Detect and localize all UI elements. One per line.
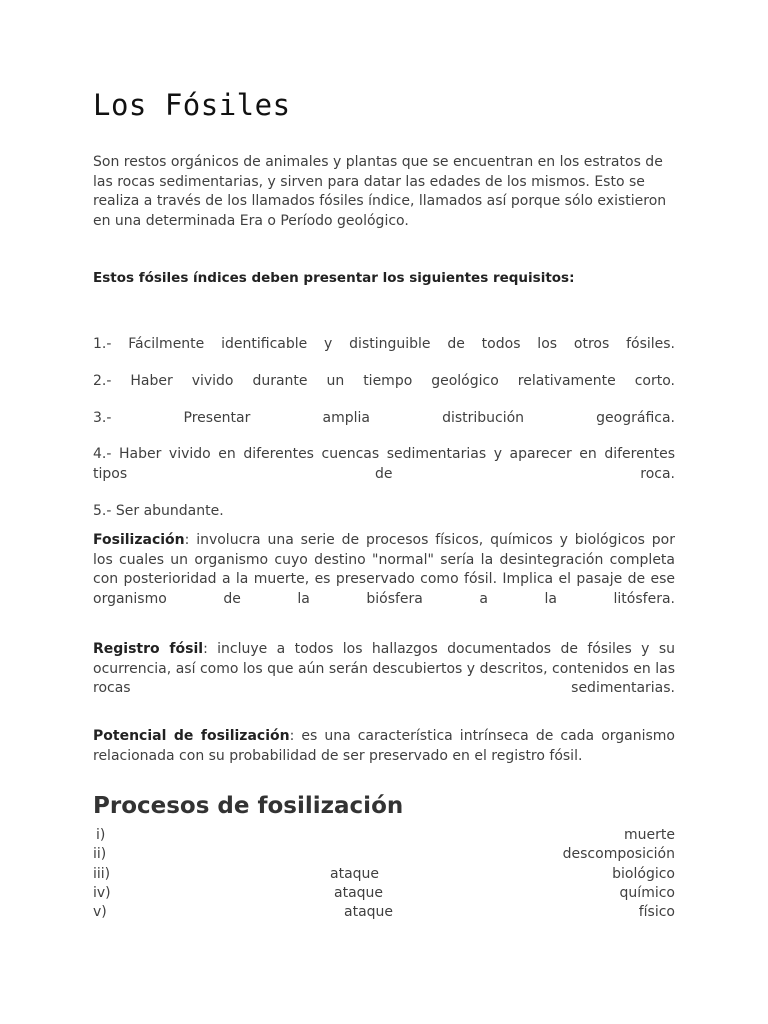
requirement-item: 4.- Haber vivido en diferentes cuencas sedimentarias y aparecer en diferentes tipos de roca. xyxy=(93,446,675,482)
process-term: descomposición xyxy=(562,846,675,863)
process-item xyxy=(93,826,675,845)
process-word: ataque xyxy=(334,884,384,901)
page-title: Los Fósiles xyxy=(93,88,291,122)
definition-text: : incluye a todos los hallazgos documentados de fósiles y su ocurrencia, así como los que aún serán descubiertos y descritos, contenidos en las rocas sedimentarias. xyxy=(93,641,675,697)
processes-heading: Procesos de fosilización xyxy=(93,793,404,819)
process-item xyxy=(93,865,675,884)
definition-registro-fosil xyxy=(93,640,675,699)
process-number: i) xyxy=(96,827,106,843)
process-number: v) xyxy=(93,904,107,921)
definition-text: : involucra una serie de procesos físicos, químicos y biológicos por los cuales un organismo cuyo destino "normal" sería la desintegración completa con posterioridad a la muerte, es preservado como fósil. Implica el pasaje de ese organismo de la biósfera a la litósfera. xyxy=(93,532,675,607)
process-word: ataque xyxy=(330,865,380,882)
processes-list xyxy=(93,826,675,922)
definition-term: Registro fósil xyxy=(93,641,204,657)
requirement-item: 2.- Haber vivido durante un tiempo geológico relativamente corto. xyxy=(93,373,675,389)
process-item xyxy=(93,903,675,922)
requirement-item: 5.- Ser abundante. xyxy=(93,503,224,519)
process-term: físico xyxy=(638,904,675,921)
requirements-heading: Estos fósiles índices deben presentar los siguientes requisitos: xyxy=(93,270,575,286)
process-word: ataque xyxy=(344,904,394,921)
requirement-item: 1.- Fácilmente identificable y distinguible de todos los otros fósiles. xyxy=(93,336,675,352)
definition-potencial xyxy=(93,727,675,766)
process-term: muerte xyxy=(624,827,675,843)
process-term: químico xyxy=(619,884,675,901)
process-item xyxy=(93,845,675,864)
definition-text: : es una característica intrínseca de cada organismo relacionada con su probabilidad de ser preservado en el registro fósil. xyxy=(93,728,675,764)
definition-term: Potencial de fosilización xyxy=(93,728,290,744)
process-term: biológico xyxy=(612,865,675,882)
process-number: iii) xyxy=(93,865,111,882)
process-item xyxy=(93,884,675,903)
process-number: iv) xyxy=(93,884,111,901)
intro-paragraph: Son restos orgánicos de animales y plantas que se encuentran en los estratos de las rocas sedimentarias, y sirven para datar las edades de los mismos. Esto se realiza a través de los llamados fósiles índice, llamados así porque sólo existieron en una determinada Era o Período geológico. xyxy=(93,154,667,229)
definition-fosilizacion xyxy=(93,531,675,609)
requirement-item: 3.- Presentar amplia distribución geográfica. xyxy=(93,410,675,426)
process-number: ii) xyxy=(93,846,107,863)
definition-term: Fosilización xyxy=(93,532,185,548)
